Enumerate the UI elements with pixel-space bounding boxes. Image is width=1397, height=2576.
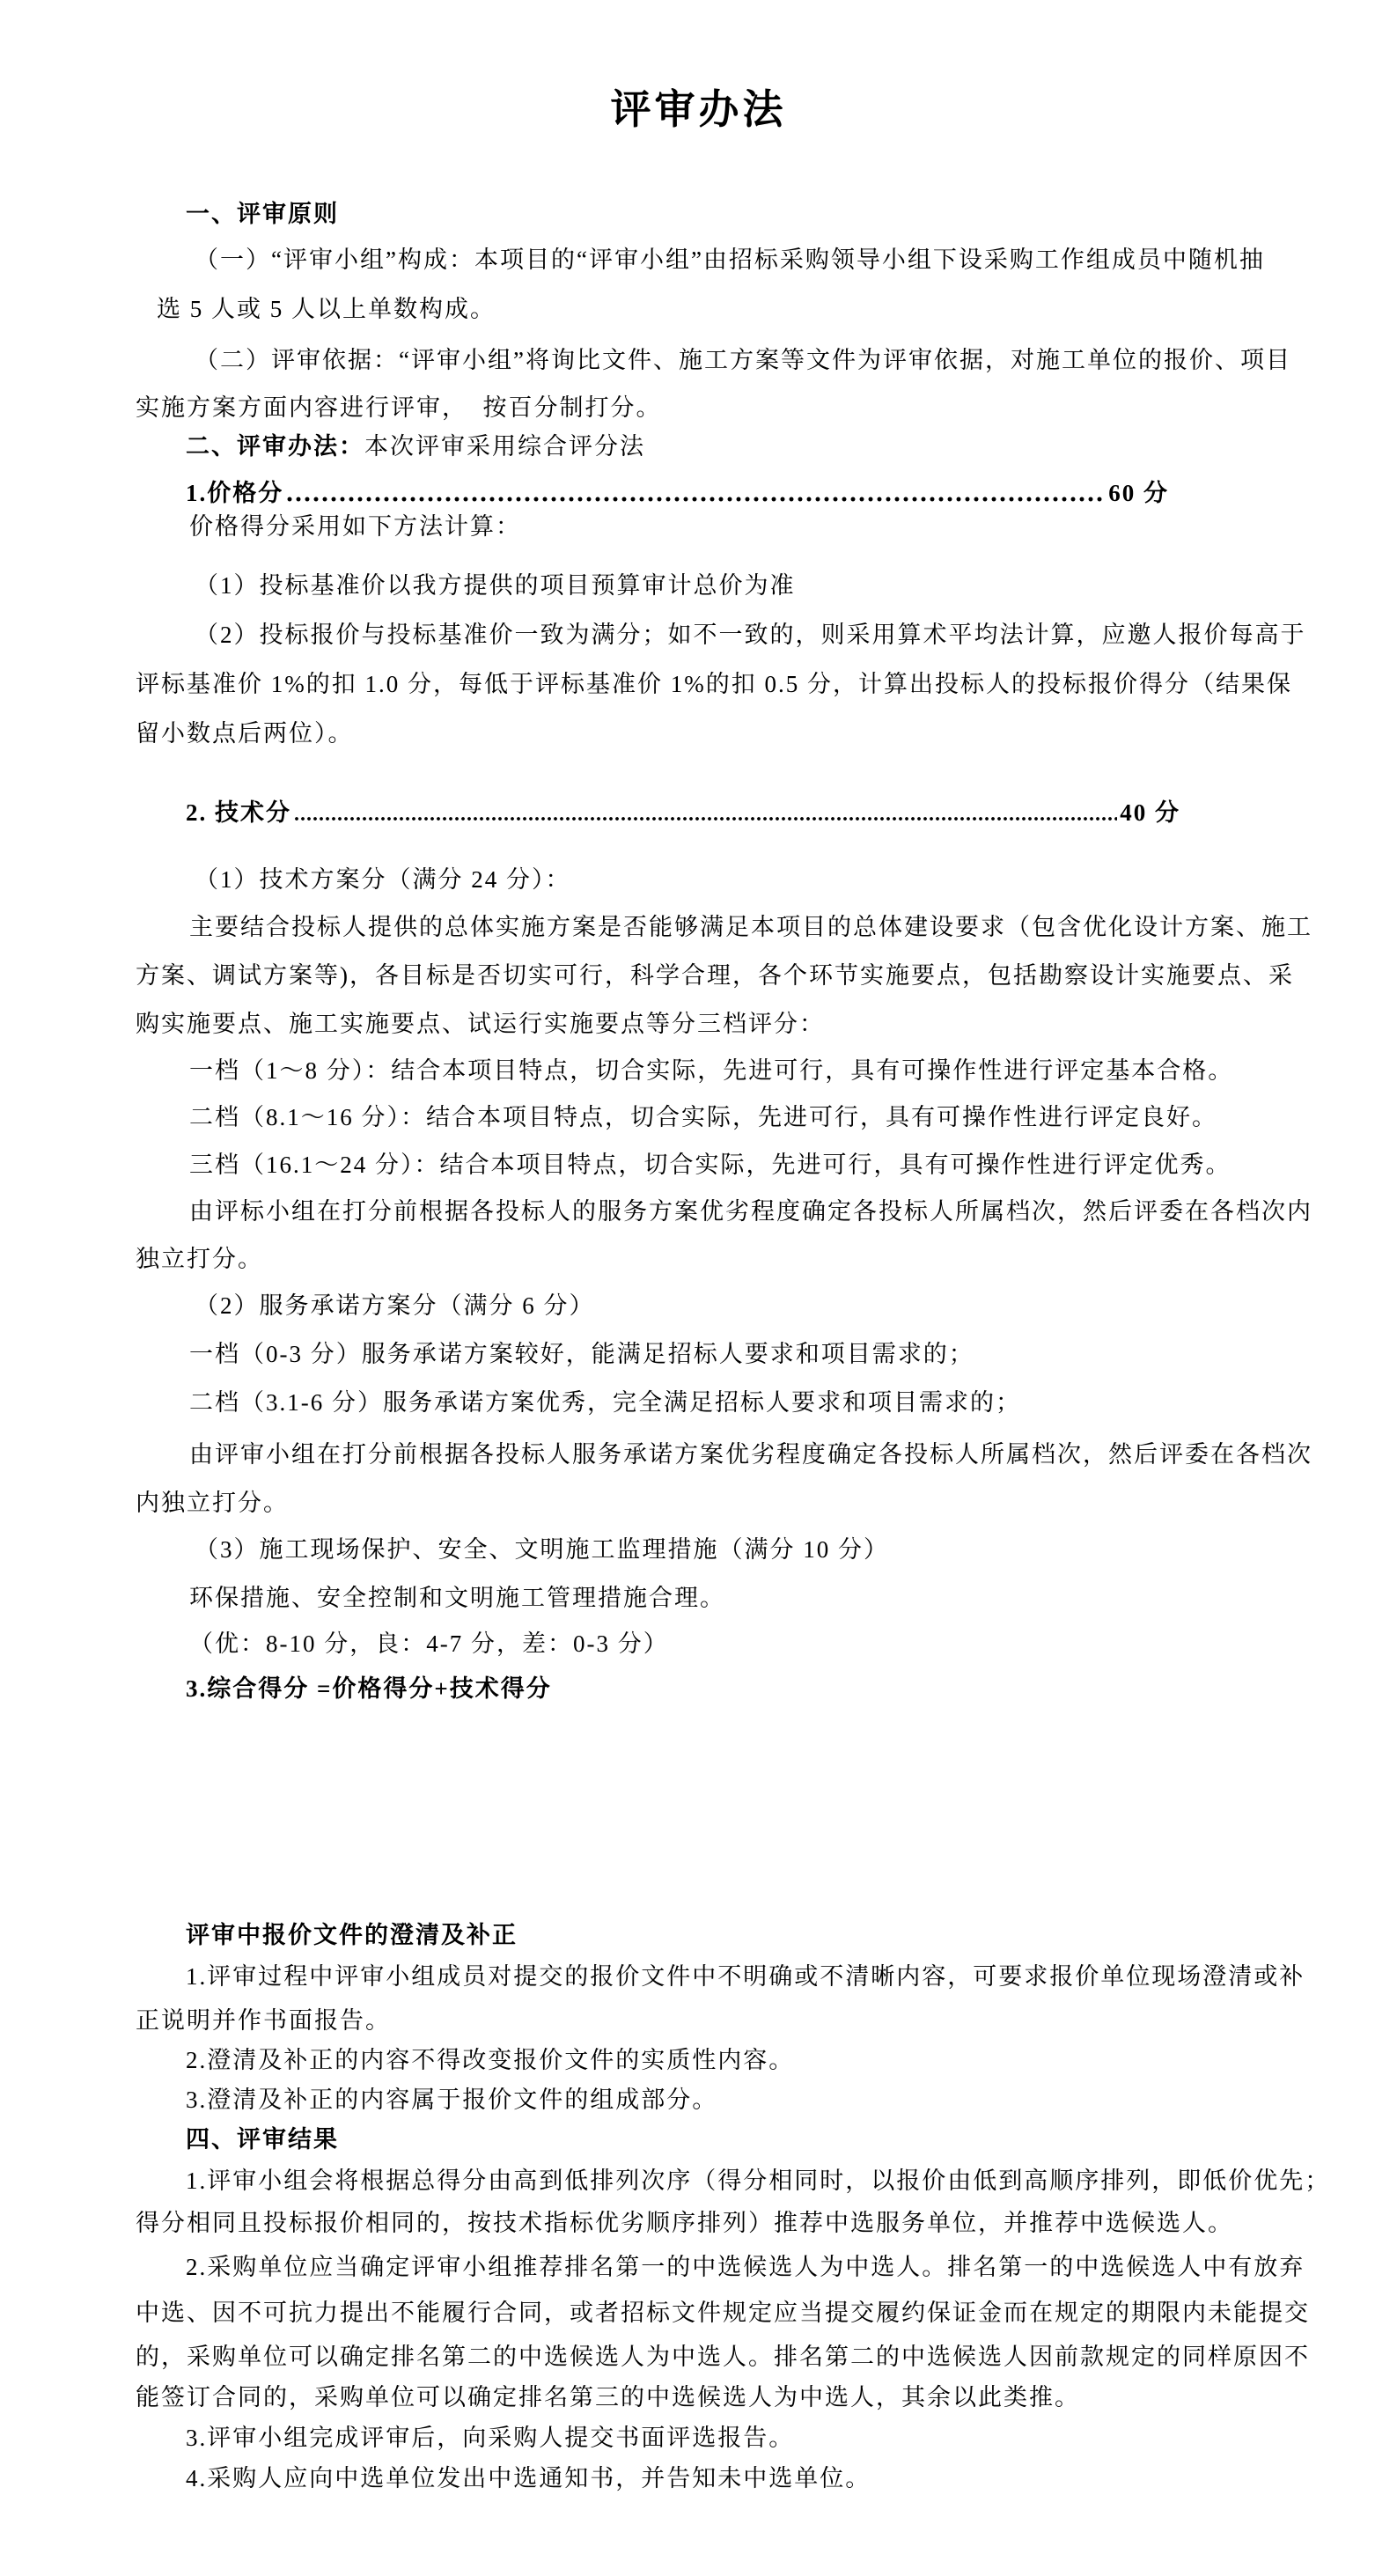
text-line: 得分相同且投标报价相同的，按技术指标优劣顺序排列）推荐中选服务单位，并推荐中选候选人。 (136, 2210, 1233, 2236)
text-line: 3.澄清及补正的内容属于报价文件的组成部分。 (186, 2087, 718, 2113)
text-line: （2）服务承诺方案分（满分 6 分） (195, 1292, 595, 1319)
heading-line: 评审中报价文件的澄清及补正 (186, 1922, 518, 1948)
text-line: 二、评审办法：本次评审采用综合评分法 (186, 433, 645, 460)
text-line: 的，采购单位可以确定排名第二的中选候选人为中选人。排名第二的中选候选人因前款规定的同样原因不 (136, 2344, 1310, 2370)
text-line: 主要结合投标人提供的总体实施方案是否能够满足本项目的总体建设要求（包含优化设计方案、施工 (189, 914, 1312, 940)
text-line: 能签订合同的，采购单位可以确定排名第三的中选候选人为中选人，其余以此类推。 (136, 2384, 1080, 2410)
text-line: 二档（3.1-6 分）服务承诺方案优秀，完全满足招标人要求和项目需求的； (189, 1389, 1021, 1416)
text-line: 2.澄清及补正的内容不得改变报价文件的实质性内容。 (186, 2047, 795, 2073)
text-line: 由评审小组在打分前根据各投标人服务承诺方案优劣程度确定各投标人所属档次，然后评委在各档次 (189, 1441, 1312, 1468)
text-line: 1.评审小组会将根据总得分由高到低排列次序（得分相同时，以报价由低到高顺序排列，即低价优先； (186, 2168, 1331, 2194)
text-line: 中选、因不可抗力提出不能履行合同，或者招标文件规定应当提交履约保证金而在规定的期限内未能提交 (136, 2300, 1310, 2326)
text-line: 评标基准价 1%的扣 1.0 分，每低于评标基准价 1%的扣 0.5 分，计算出投标人的投标报价得分（结果保 (136, 671, 1292, 697)
score-leader-line: 2. 技术分 40 分 (186, 799, 1180, 826)
text-line: （3）施工现场保护、安全、文明施工监理措施（满分 10 分） (195, 1536, 889, 1563)
text-line: 2.采购单位应当确定评审小组推荐排名第一的中选候选人为中选人。排名第一的中选候选人中有放弃 (186, 2254, 1305, 2280)
text-line: 正说明并作书面报告。 (136, 2007, 391, 2034)
text-line: 3.评审小组完成评审后，向采购人提交书面评选报告。 (186, 2425, 795, 2451)
document-title: 评审办法 (610, 87, 787, 132)
text-line: 二档（8.1～16 分）：结合本项目特点，切合实际，先进可行，具有可操作性进行评定良好。 (189, 1104, 1217, 1130)
text-line: 购实施要点、施工实施要点、试运行实施要点等分三档评分： (136, 1011, 825, 1037)
heading-line: 一、评审原则 (186, 201, 339, 227)
heading-line: 四、评审结果 (186, 2126, 339, 2153)
score-leader-line: 1.价格分 60 分 (186, 480, 1169, 506)
text-line: （优：8-10 分，良：4-7 分，差：0-3 分） (189, 1630, 669, 1657)
text-line: （二）评审依据：“评审小组”将询比文件、施工方案等文件为评审依据，对施工单位的报价、项目 (195, 347, 1291, 373)
leader-dots (286, 494, 1106, 504)
text-line: 内独立打分。 (136, 1490, 289, 1516)
text-line: 选 5 人或 5 人以上单数构成。 (157, 296, 496, 322)
text-line: 实施方案方面内容进行评审， 按百分制打分。 (136, 394, 662, 421)
text-line: 三档（16.1～24 分）：结合本项目特点，切合实际，先进可行，具有可操作性进行评定优秀。 (189, 1152, 1232, 1178)
text-line: （一）“评审小组”构成：本项目的“评审小组”由招标采购领导小组下设采购工作组成员中随机抽 (195, 247, 1265, 273)
text-line: 留小数点后两位）。 (136, 720, 354, 747)
text-line: 4.采购人应向中选单位发出中选通知书，并告知未中选单位。 (186, 2465, 871, 2491)
text-line: 由评标小组在打分前根据各投标人的服务方案优劣程度确定各投标人所属档次，然后评委在各档次内 (189, 1198, 1312, 1225)
text-line: 环保措施、安全控制和文明施工管理措施合理。 (189, 1585, 725, 1611)
text-line: 独立打分。 (136, 1246, 263, 1272)
leader-dots (294, 813, 1117, 824)
text-line: 价格得分采用如下方法计算： (189, 513, 521, 540)
text-line: （1）技术方案分（满分 24 分）： (195, 866, 571, 893)
text-line: 一档（0-3 分）服务承诺方案较好，能满足招标人要求和项目需求的； (189, 1341, 974, 1367)
text-line: （2）投标报价与投标基准价一致为满分；如不一致的，则采用算术平均法计算，应邀人报价每高于 (195, 622, 1306, 648)
text-line: 1.评审过程中评审小组成员对提交的报价文件中不明确或不清晰内容，可要求报价单位现场澄清或补 (186, 1963, 1305, 1990)
text-line: 一档（1～8 分）：结合本项目特点，切合实际，先进可行，具有可操作性进行评定基本合格。 (189, 1057, 1234, 1084)
text-line: （1）投标基准价以我方提供的项目预算审计总价为准 (195, 572, 796, 599)
heading-line: 3.综合得分 =价格得分+技术得分 (186, 1675, 552, 1702)
text-line: 方案、调试方案等)，各目标是否切实可行，科学合理，各个环节实施要点，包括勘察设计实施要点、采 (136, 962, 1294, 989)
